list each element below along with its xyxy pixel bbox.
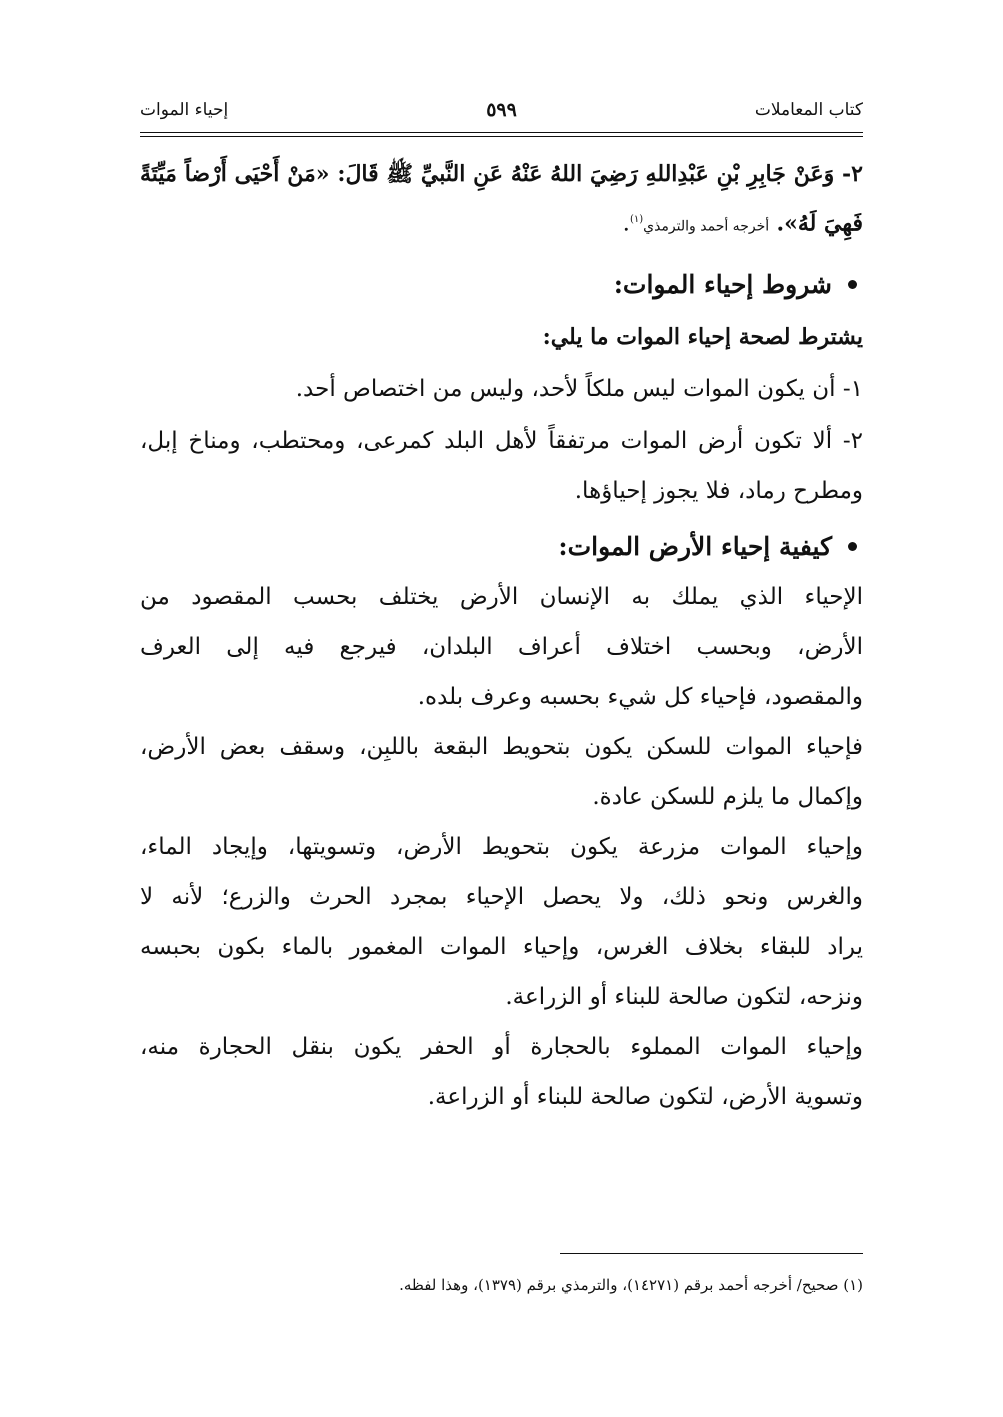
hadith-source: أخرجه أحمد والترمذي: [643, 218, 770, 235]
paragraph-2-line-1: فإحياء الموات للسكن يكون بتحويط البقعة باللبِن، وسقف بعض الأرض،: [140, 733, 863, 760]
paragraph-3-line-1: وإحياء الموات مزرعة يكون بتحويط الأرض، وتسويتها، وإيجاد الماء،: [140, 833, 863, 860]
header-rule-thin: [140, 136, 863, 137]
paragraph-1-line-3: والمقصود، فإحياء كل شيء بحسبه وعرف بلده.: [417, 683, 863, 710]
footnote-ref: (١): [629, 214, 644, 225]
paragraph-3-line-3: يراد للبقاء بخلاف الغرس، وإحياء الموات المغمور بالماء بكون بحبسه: [140, 933, 863, 960]
condition-item-1: ١- أن يكون الموات ليس ملكاً لأحد، وليس من اختصاص أحد.: [295, 375, 863, 402]
paragraph-4-line-1: وإحياء الموات المملوء بالحجارة أو الحفر يكون بنقل الحجارة منه،: [140, 1033, 863, 1060]
paragraph-1-line-1: الإحياء الذي يملك به الإنسان الأرض يختلف بحسب المقصود من: [140, 583, 863, 610]
page-number: ٥٩٩: [486, 99, 517, 121]
section-heading-method: [140, 529, 863, 565]
running-header-chapter-title: إحياء الموات: [140, 100, 229, 120]
hadith-quote-end: فَهِيَ لَهُ».: [776, 210, 863, 237]
bullet-icon: [848, 542, 857, 551]
paragraph-3-line-4: ونزحه، لتكون صالحة للبناء أو الزراعة.: [505, 983, 863, 1010]
section-heading-conditions: [140, 267, 863, 303]
paragraph-1-line-2: الأرض، وبحسب اختلاف أعراف البلدان، فيرجع فيه إلى العرف: [140, 633, 863, 660]
paragraph-3-line-2: والغرس ونحو ذلك، ولا يحصل الإحياء بمجرد الحرث والزرع؛ لأنه لا: [140, 883, 863, 910]
main-text: [140, 148, 863, 1113]
footnote: (١) صحيح/ أخرجه أحمد برقم (١٤٢٧١)، والترمذي برقم (١٣٧٩)، وهذا لفظه.: [399, 1276, 863, 1294]
condition-item-2-line-2: ومطرح رماد، فلا يجوز إحياؤها.: [574, 477, 863, 504]
footnote-separator: [560, 1253, 863, 1254]
paragraph-2-line-2: وإكمال ما يلزم للسكن عادة.: [592, 783, 863, 810]
section-heading-text: شروط إحياء الموات:: [613, 269, 832, 299]
paragraph-4-line-2: وتسوية الأرض، لتكون صالحة للبناء أو الزراعة.: [427, 1083, 863, 1110]
header-rule: [140, 132, 863, 133]
bullet-icon: [848, 280, 857, 289]
hadith-end-dot: .: [622, 210, 630, 237]
running-header-book-title: كتاب المعاملات: [754, 100, 863, 120]
hadith-line-2: [140, 204, 863, 243]
hadith-line-1: ٢- وَعَنْ جَابِرِ بْنِ عَبْدِاللهِ رَضِيَ اللهُ عَنْهُ عَنِ النَّبيِّ ﷺ قَالَ: «مَنْ أَحْيَى أَرْضاً مَيِّتَةً: [140, 161, 863, 187]
conditions-intro: يشترط لصحة إحياء الموات ما يلي:: [542, 323, 863, 350]
condition-item-2-line-1: ٢- ألا تكون أرض الموات مرتفقاً لأهل البلد كمرعى، ومحتطب، ومناخ إبل،: [140, 427, 863, 454]
section-heading-text: كيفية إحياء الأرض الموات:: [558, 531, 832, 561]
